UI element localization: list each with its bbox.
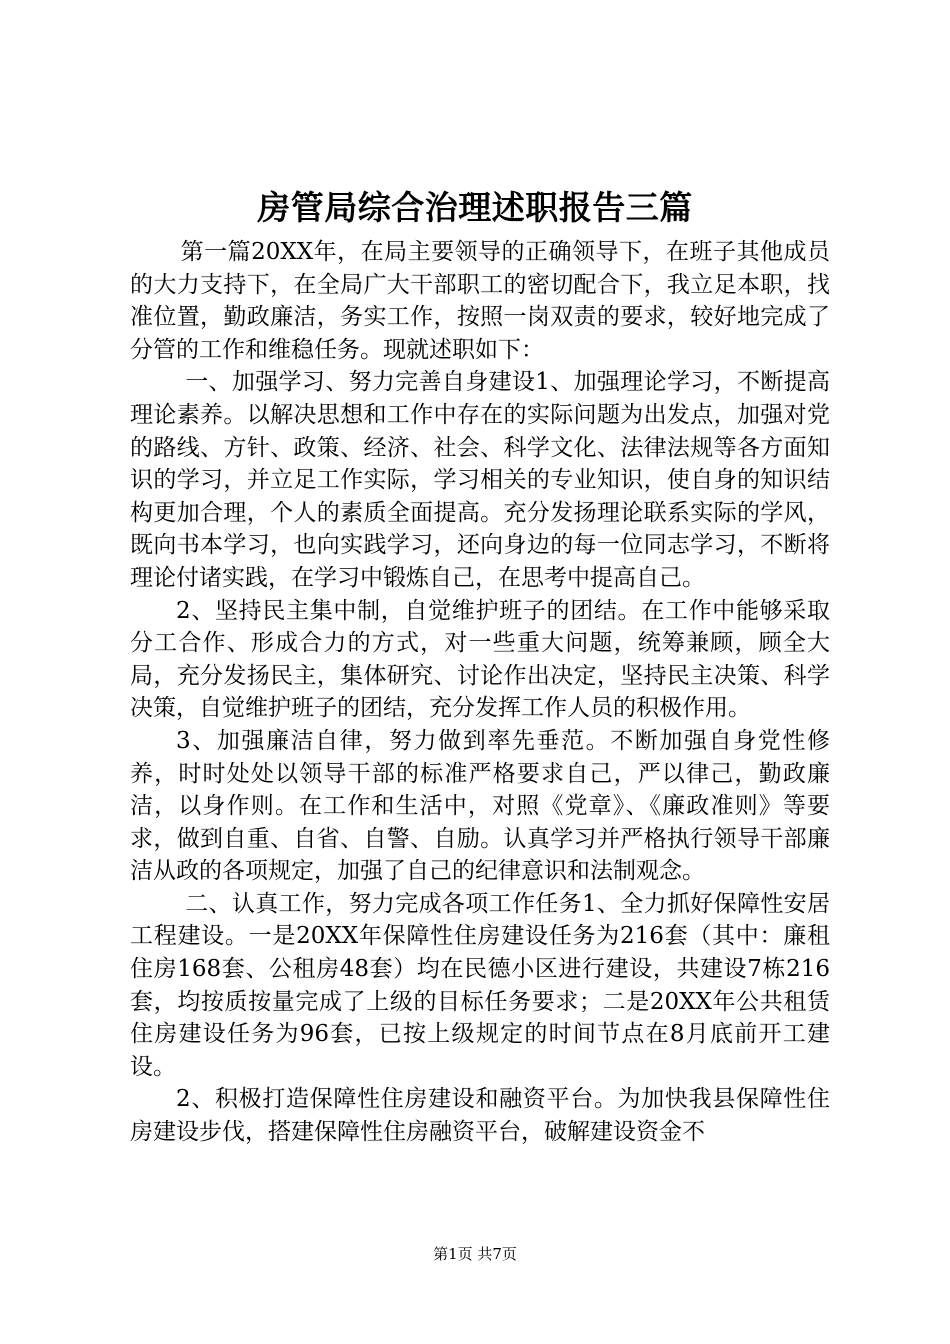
paragraph-intro: 第一篇20XX年，在局主要领导的正确领导下，在班子其他成员的大力支持下，在全局广大干部职工的密切配合下，我立足本职，找准位置，勤政廉洁，务实工作，按照一岗双责的要求，较好地完成了分管的工作和维稳任务。现就述职如下：	[130, 239, 830, 363]
paragraph-democratic-centralism: 2、坚持民主集中制，自觉维护班子的团结。在工作中能够采取分工合作、形成合力的方式，对一些重大问题，统筹兼顾，顾全大局，充分发扬民主，集体研究、讨论作出决定，坚持民主决策、科学决策，自觉维护班子的团结，充分发挥工作人员的积极作用。	[130, 597, 830, 722]
paragraph-housing-construction: 二、认真工作，努力完成各项工作任务1、全力抓好保障性安居工程建设。一是20XX年保障性住房建设任务为216套（其中：廉租住房168套、公租房48套）均在民德小区进行建设，共建设7栋216套，均按质按量完成了上级的目标任务要求；二是20XX年公共租赁住房建设任务为96套，已按上级规定的时间节点在8月底前开工建设。	[130, 890, 830, 1080]
paragraph-integrity: 3、加强廉洁自律，努力做到率先垂范。不断加强自身党性修养，时时处处以领导干部的标准严格要求自己，严以律己，勤政廉洁，以身作则。在工作和生活中，对照《党章》、《廉政准则》等要求，做到自重、自省、自警、自励。认真学习并严格执行领导干部廉洁从政的各项规定，加强了自己的纪律意识和法制观念。	[130, 727, 830, 885]
paragraph-financing-platform: 2、积极打造保障性住房建设和融资平台。为加快我县保障性住房建设步伐，搭建保障性住房融资平台，破解建设资金不	[130, 1086, 830, 1146]
page-number-footer: 第1页 共7页	[433, 1245, 517, 1263]
document-title: 房管局综合治理述职报告三篇	[257, 188, 693, 227]
paragraph-study: 一、加强学习、努力完善自身建设1、加强理论学习，不断提高理论素养。以解决思想和工作中存在的实际问题为出发点，加强对党的路线、方针、政策、经济、社会、科学文化、法律法规等各方面知识的学习，并立足工作实际，学习相关的专业知识，使自身的知识结构更加合理，个人的素质全面提高。充分发扬理论联系实际的学风，既向书本学习，也向实践学习，还向身边的每一位同志学习，不断将理论付诸实践，在学习中锻炼自己，在思考中提高自己。	[130, 369, 830, 591]
document-body	[130, 236, 830, 1149]
